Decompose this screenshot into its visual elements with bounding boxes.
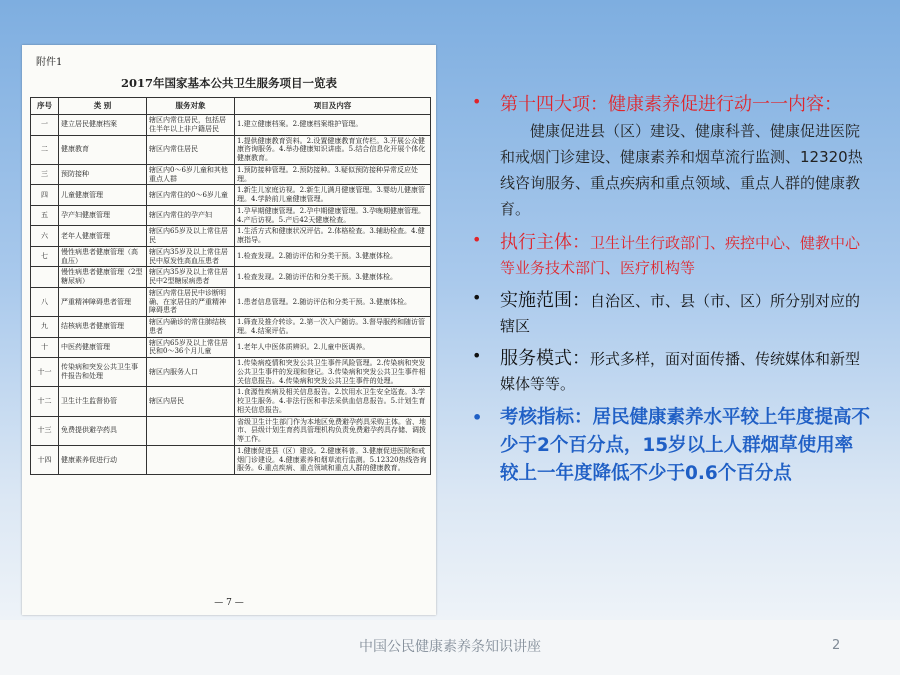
table-row bbox=[31, 164, 431, 185]
table-cell: 慢性病患者健康管理（高血压） bbox=[59, 246, 147, 267]
table-row bbox=[31, 317, 431, 338]
bullet-item-content bbox=[470, 92, 870, 222]
table-cell: 1.提供健康教育资料。2.设置健康教育宣传栏。3.开展公众健康咨询服务。4.举办健康知识讲座。5.结合信息化开展个体化健康教育。 bbox=[235, 135, 431, 164]
table-row bbox=[31, 205, 431, 226]
header-cell: 序号 bbox=[31, 98, 59, 115]
bullet-list bbox=[470, 92, 870, 496]
table-cell: 1.老年人中医体质辨识。2.儿童中医调养。 bbox=[235, 337, 431, 358]
table-cell: 1.健康促进县（区）建设。2.健康科普。3.健康促进医院和戒烟门诊建设。4.健康素养和烟草流行监测。5.12320热线咨询服务。6.重点疾病、重点领域和重点人群的健康教育。 bbox=[235, 445, 431, 474]
table-cell: 中医药健康管理 bbox=[59, 337, 147, 358]
bullet-item-mode bbox=[470, 346, 870, 396]
table-cell: 1.生活方式和健康状况评估。2.体格检查。3.辅助检查。4.健康指导。 bbox=[235, 226, 431, 247]
service-table bbox=[30, 97, 431, 475]
table-cell: 十 bbox=[31, 337, 59, 358]
table-row bbox=[31, 287, 431, 316]
item-text: 形式多样，面对面传播、传统媒体和新型媒体等等。 bbox=[500, 350, 861, 393]
table-cell: 辖区内确诊的常住肺结核患者 bbox=[147, 317, 235, 338]
item-heading: 实施范围： bbox=[500, 290, 590, 311]
table-cell: 一 bbox=[31, 115, 59, 136]
table-cell: 老年人健康管理 bbox=[59, 226, 147, 247]
table-cell: 结核病患者健康管理 bbox=[59, 317, 147, 338]
item-heading: 执行主体： bbox=[500, 232, 590, 253]
table-cell: 十二 bbox=[31, 387, 59, 416]
item-text: 自治区、市、县（市、区）所分别对应的辖区 bbox=[500, 292, 861, 335]
bullet-item-indicator bbox=[470, 404, 870, 488]
bullet-dot: • bbox=[472, 92, 482, 111]
table-cell: 辖区内35岁及以上常住居民中原发性高血压患者 bbox=[147, 246, 235, 267]
table-cell: 辖区内常住的0～6岁儿童 bbox=[147, 185, 235, 206]
table-cell: 九 bbox=[31, 317, 59, 338]
bullet-item-scope bbox=[470, 288, 870, 338]
document-page-number: — 7 — bbox=[214, 598, 244, 608]
scanned-document bbox=[22, 45, 436, 615]
item-heading: 第十四大项：健康素养促进行动一一内容： bbox=[500, 94, 842, 115]
table-cell: 1.建立健康档案。2.健康档案维护管理。 bbox=[235, 115, 431, 136]
table-cell: 建立居民健康档案 bbox=[59, 115, 147, 136]
table-cell: 省级卫生计生部门作为本地区免费避孕药具采购主体。省、地市、县级计划生育药具管理机构负责免费避孕药具存储、调拨等工作。 bbox=[235, 416, 431, 445]
table-cell: 1.检查发现。2.随访评估和分类干预。3.健康体检。 bbox=[235, 246, 431, 267]
table-row bbox=[31, 115, 431, 136]
slide-page-number: 2 bbox=[832, 638, 841, 653]
table-cell: 十三 bbox=[31, 416, 59, 445]
table-row bbox=[31, 185, 431, 206]
table-cell: 1.患者信息管理。2.随访评估和分类干预。3.健康体检。 bbox=[235, 287, 431, 316]
table-row bbox=[31, 267, 431, 288]
table-cell: 卫生计生监督协管 bbox=[59, 387, 147, 416]
table-cell: 预防接种 bbox=[59, 164, 147, 185]
item-text: 健康促进县（区）建设、健康科普、健康促进医院和戒烟门诊建设、健康素养和烟草流行监测、12320热线咨询服务、重点疾病和重点领域、重点人群的健康教育。 bbox=[500, 122, 863, 218]
table-row bbox=[31, 445, 431, 474]
table-cell: 辖区内居民 bbox=[147, 387, 235, 416]
table-cell: 免费提供避孕药具 bbox=[59, 416, 147, 445]
attachment-label: 附件1 bbox=[36, 57, 63, 68]
footer-caption: 中国公民健康素养条知识讲座 bbox=[359, 639, 541, 655]
table-cell: 辖区内常住的孕产妇 bbox=[147, 205, 235, 226]
table-cell bbox=[31, 267, 59, 288]
table-cell: 三 bbox=[31, 164, 59, 185]
table-cell bbox=[147, 416, 235, 445]
table-row bbox=[31, 416, 431, 445]
item-text: 考核指标：居民健康素养水平较上年度提高不少于2个百分点，15岁以上人群烟草使用率较上一年度降低不少于0.6个百分点 bbox=[500, 407, 871, 484]
table-row bbox=[31, 226, 431, 247]
table-row bbox=[31, 246, 431, 267]
table-cell: 辖区内65岁及以上常住居民 bbox=[147, 226, 235, 247]
table-cell bbox=[147, 445, 235, 474]
table-cell: 辖区内服务人口 bbox=[147, 358, 235, 387]
table-cell: 1.筛查及推介转诊。2.第一次入户随访。3.督导服药和随访管理。4.结案评估。 bbox=[235, 317, 431, 338]
bullet-item-executor bbox=[470, 230, 870, 280]
table-header-row bbox=[31, 98, 431, 115]
table-cell: 1.预防接种管理。2.预防接种。3.疑似预防接种异常反应处理。 bbox=[235, 164, 431, 185]
header-cell: 项目及内容 bbox=[235, 98, 431, 115]
header-cell: 类 别 bbox=[59, 98, 147, 115]
table-row bbox=[31, 387, 431, 416]
table-cell: 慢性病患者健康管理（2型糖尿病） bbox=[59, 267, 147, 288]
bullet-dot: • bbox=[472, 346, 482, 365]
table-cell: 传染病和突发公共卫生事件报告和处理 bbox=[59, 358, 147, 387]
table-cell: 四 bbox=[31, 185, 59, 206]
item-heading: 服务模式： bbox=[500, 348, 590, 369]
table-cell: 1.新生儿家庭访视。2.新生儿满月健康管理。3.婴幼儿健康管理。4.学龄前儿童健康管理。 bbox=[235, 185, 431, 206]
table-cell: 儿童健康管理 bbox=[59, 185, 147, 206]
table-cell: 辖区内65岁及以上常住居民和0～36个月儿童 bbox=[147, 337, 235, 358]
bullet-dot: • bbox=[472, 288, 482, 307]
table-row bbox=[31, 337, 431, 358]
table-cell: 严重精神障碍患者管理 bbox=[59, 287, 147, 316]
document-title: 2017年国家基本公共卫生服务项目一览表 bbox=[120, 76, 337, 90]
table-cell: 1.检查发现。2.随访评估和分类干预。3.健康体检。 bbox=[235, 267, 431, 288]
table-cell: 1.传染病疫情和突发公共卫生事件风险管理。2.传染病和突发公共卫生事件的发现和登记。3.传染病和突发公共卫生事件相关信息报告。4.传染病和突发公共卫生事件的处理。 bbox=[235, 358, 431, 387]
bullet-dot: • bbox=[472, 230, 482, 249]
table-cell: 辖区内常住居民中诊断明确、在家居住的严重精神障碍患者 bbox=[147, 287, 235, 316]
table-cell: 七 bbox=[31, 246, 59, 267]
table-cell: 十一 bbox=[31, 358, 59, 387]
table-cell: 1.孕早期健康管理。2.孕中期健康管理。3.孕晚期健康管理。4.产后访视。5.产后42天健康检查。 bbox=[235, 205, 431, 226]
table-row bbox=[31, 135, 431, 164]
table-cell: 二 bbox=[31, 135, 59, 164]
table-row bbox=[31, 358, 431, 387]
table-cell: 八 bbox=[31, 287, 59, 316]
table-cell: 健康教育 bbox=[59, 135, 147, 164]
table-cell: 孕产妇健康管理 bbox=[59, 205, 147, 226]
item-text: 卫生计生行政部门、疾控中心、健教中心等业务技术部门、医疗机构等 bbox=[500, 234, 861, 277]
table-cell: 健康素养促进行动 bbox=[59, 445, 147, 474]
table-cell: 辖区内常住居民，包括居住半年以上非户籍居民 bbox=[147, 115, 235, 136]
table-body bbox=[31, 115, 431, 475]
table-cell: 辖区内35岁及以上常住居民中2型糖尿病患者 bbox=[147, 267, 235, 288]
table-cell: 十四 bbox=[31, 445, 59, 474]
bullet-dot: • bbox=[472, 408, 483, 427]
table-cell: 六 bbox=[31, 226, 59, 247]
table-cell: 辖区内常住居民 bbox=[147, 135, 235, 164]
table-cell: 辖区内0～6岁儿童和其他重点人群 bbox=[147, 164, 235, 185]
table-cell: 五 bbox=[31, 205, 59, 226]
header-cell: 服务对象 bbox=[147, 98, 235, 115]
table-cell: 1.食源性疾病及相关信息报告。2.饮用水卫生安全巡查。3.学校卫生服务。4.非法行医和非法采供血信息报告。5.计划生育相关信息报告。 bbox=[235, 387, 431, 416]
